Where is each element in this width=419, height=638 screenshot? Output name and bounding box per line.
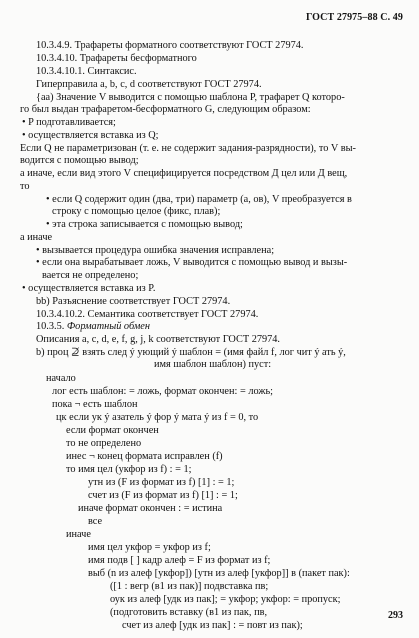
text-line: а иначе, если вид этого V специфицируется посредством Д цел или Д вещ, <box>20 168 348 179</box>
text-line: 10.3.4.10. Трафареты бесформатного <box>36 53 197 64</box>
text-line: • если Q содержит один (два, три) параметр (a, ов), V преобразуется в <box>46 194 352 205</box>
text-line: вается не определено; <box>42 270 139 281</box>
text-line: то <box>20 181 30 192</box>
section-title: Форматный обмен <box>66 321 150 332</box>
text-line: если формат окончен <box>66 425 159 436</box>
text-line: лог есть шаблон: = ложь, формат окончен: = ложь; <box>52 386 274 397</box>
page-header: ГОСТ 27975–88 С. 49 <box>305 12 403 23</box>
text-line: имя цел укфор = укфор из f; <box>88 542 211 553</box>
text-line: Описания a, c, d, e, f, g, j, k соответствуют ГОСТ 27974. <box>36 334 281 345</box>
text-line: оук из алеф [удк из пак]; = укфор; укфор: = пропуск; <box>110 594 341 605</box>
text-line: bb) Разъяснение соответствует ГОСТ 27974. <box>36 296 231 307</box>
text-line: • осуществляется вставка из P. <box>22 283 156 294</box>
text-line: • вызывается процедура ошибка значения исправлена; <box>36 245 275 256</box>
text-line: {aa) Значение V выводится с помощью шаблона P, трафарет Q которо- <box>36 92 345 103</box>
text-line: а иначе <box>20 232 53 243</box>
text-line: • эта строка записывается с помощью вывод; <box>46 219 243 230</box>
text-line: пока ¬ есть шаблон <box>52 399 138 410</box>
section-number: 10.3.5. <box>36 321 65 332</box>
text-line: • P подготавливается; <box>22 117 116 128</box>
text-line: 10.3.4.10.2. Семантика соответствует ГОСТ 27974. <box>36 309 259 320</box>
text-line: имя шаблон шаблон) пуст: <box>154 359 272 370</box>
text-line: водится с помощью вывод; <box>20 155 139 166</box>
text-line: имя подв [ ] кадр алеф = F из формат из f; <box>88 555 271 566</box>
text-line: (подготовить вставку (в1 из пак, пв, <box>110 607 268 618</box>
text-line: начало <box>46 373 76 384</box>
text-line: иначе <box>66 529 91 540</box>
text-line: цк если ук ý азатель ý фор ý мата ý из f = 0, то <box>56 412 259 423</box>
text-line: то не определено <box>66 438 142 449</box>
text-line: го был выдан трафаретом-бесформатного G, следующим образом: <box>20 104 311 115</box>
text-line: выб (n из алеф [укфор]) [утн из алеф [укфор]] в (пакет пак): <box>88 568 350 579</box>
text-line: иначе формат окончен : = истина <box>78 503 223 514</box>
text-line: • если она вырабатывает ложь, V выводится с помощью вывод и вызы- <box>36 257 348 268</box>
text-line <box>36 321 150 333</box>
page-number: 293 <box>388 610 403 621</box>
text-line: 10.3.4.9. Трафареты форматного соответствуют ГОСТ 27974. <box>36 40 304 51</box>
text-line: инес ¬ конец формата исправлен (f) <box>66 451 223 462</box>
text-line: • осуществляется вставка из Q; <box>22 130 159 141</box>
text-line: утн из (F из формат из f) [1] : = 1; <box>88 477 235 488</box>
text-line: строку с помощью целое (фикс, плав); <box>52 206 221 217</box>
text-line: ([1 : вегр (в1 из пак)] подвставка пв; <box>110 581 269 592</box>
text-line: счет из (F из формат из f) [1] : = 1; <box>88 490 238 501</box>
text-line: счет из алеф [удк из пак] : = повт из пак); <box>122 620 303 631</box>
text-line: 10.3.4.10.1. Синтаксис. <box>36 66 137 77</box>
text-line: Если Q не параметризован (т. е. не содержит задания-разрядности), то V вы- <box>20 143 356 154</box>
text-line: b) проц ⊉ взять след ý ующий ý шаблон = (имя файл f, лог чит ý ать ý, <box>36 347 346 358</box>
text-line: то имя цел (укфор из f) : = 1; <box>66 464 192 475</box>
text-line: все <box>88 516 103 527</box>
text-line: Гиперправила a, b, c, d соответствуют ГОСТ 27974. <box>36 79 262 90</box>
